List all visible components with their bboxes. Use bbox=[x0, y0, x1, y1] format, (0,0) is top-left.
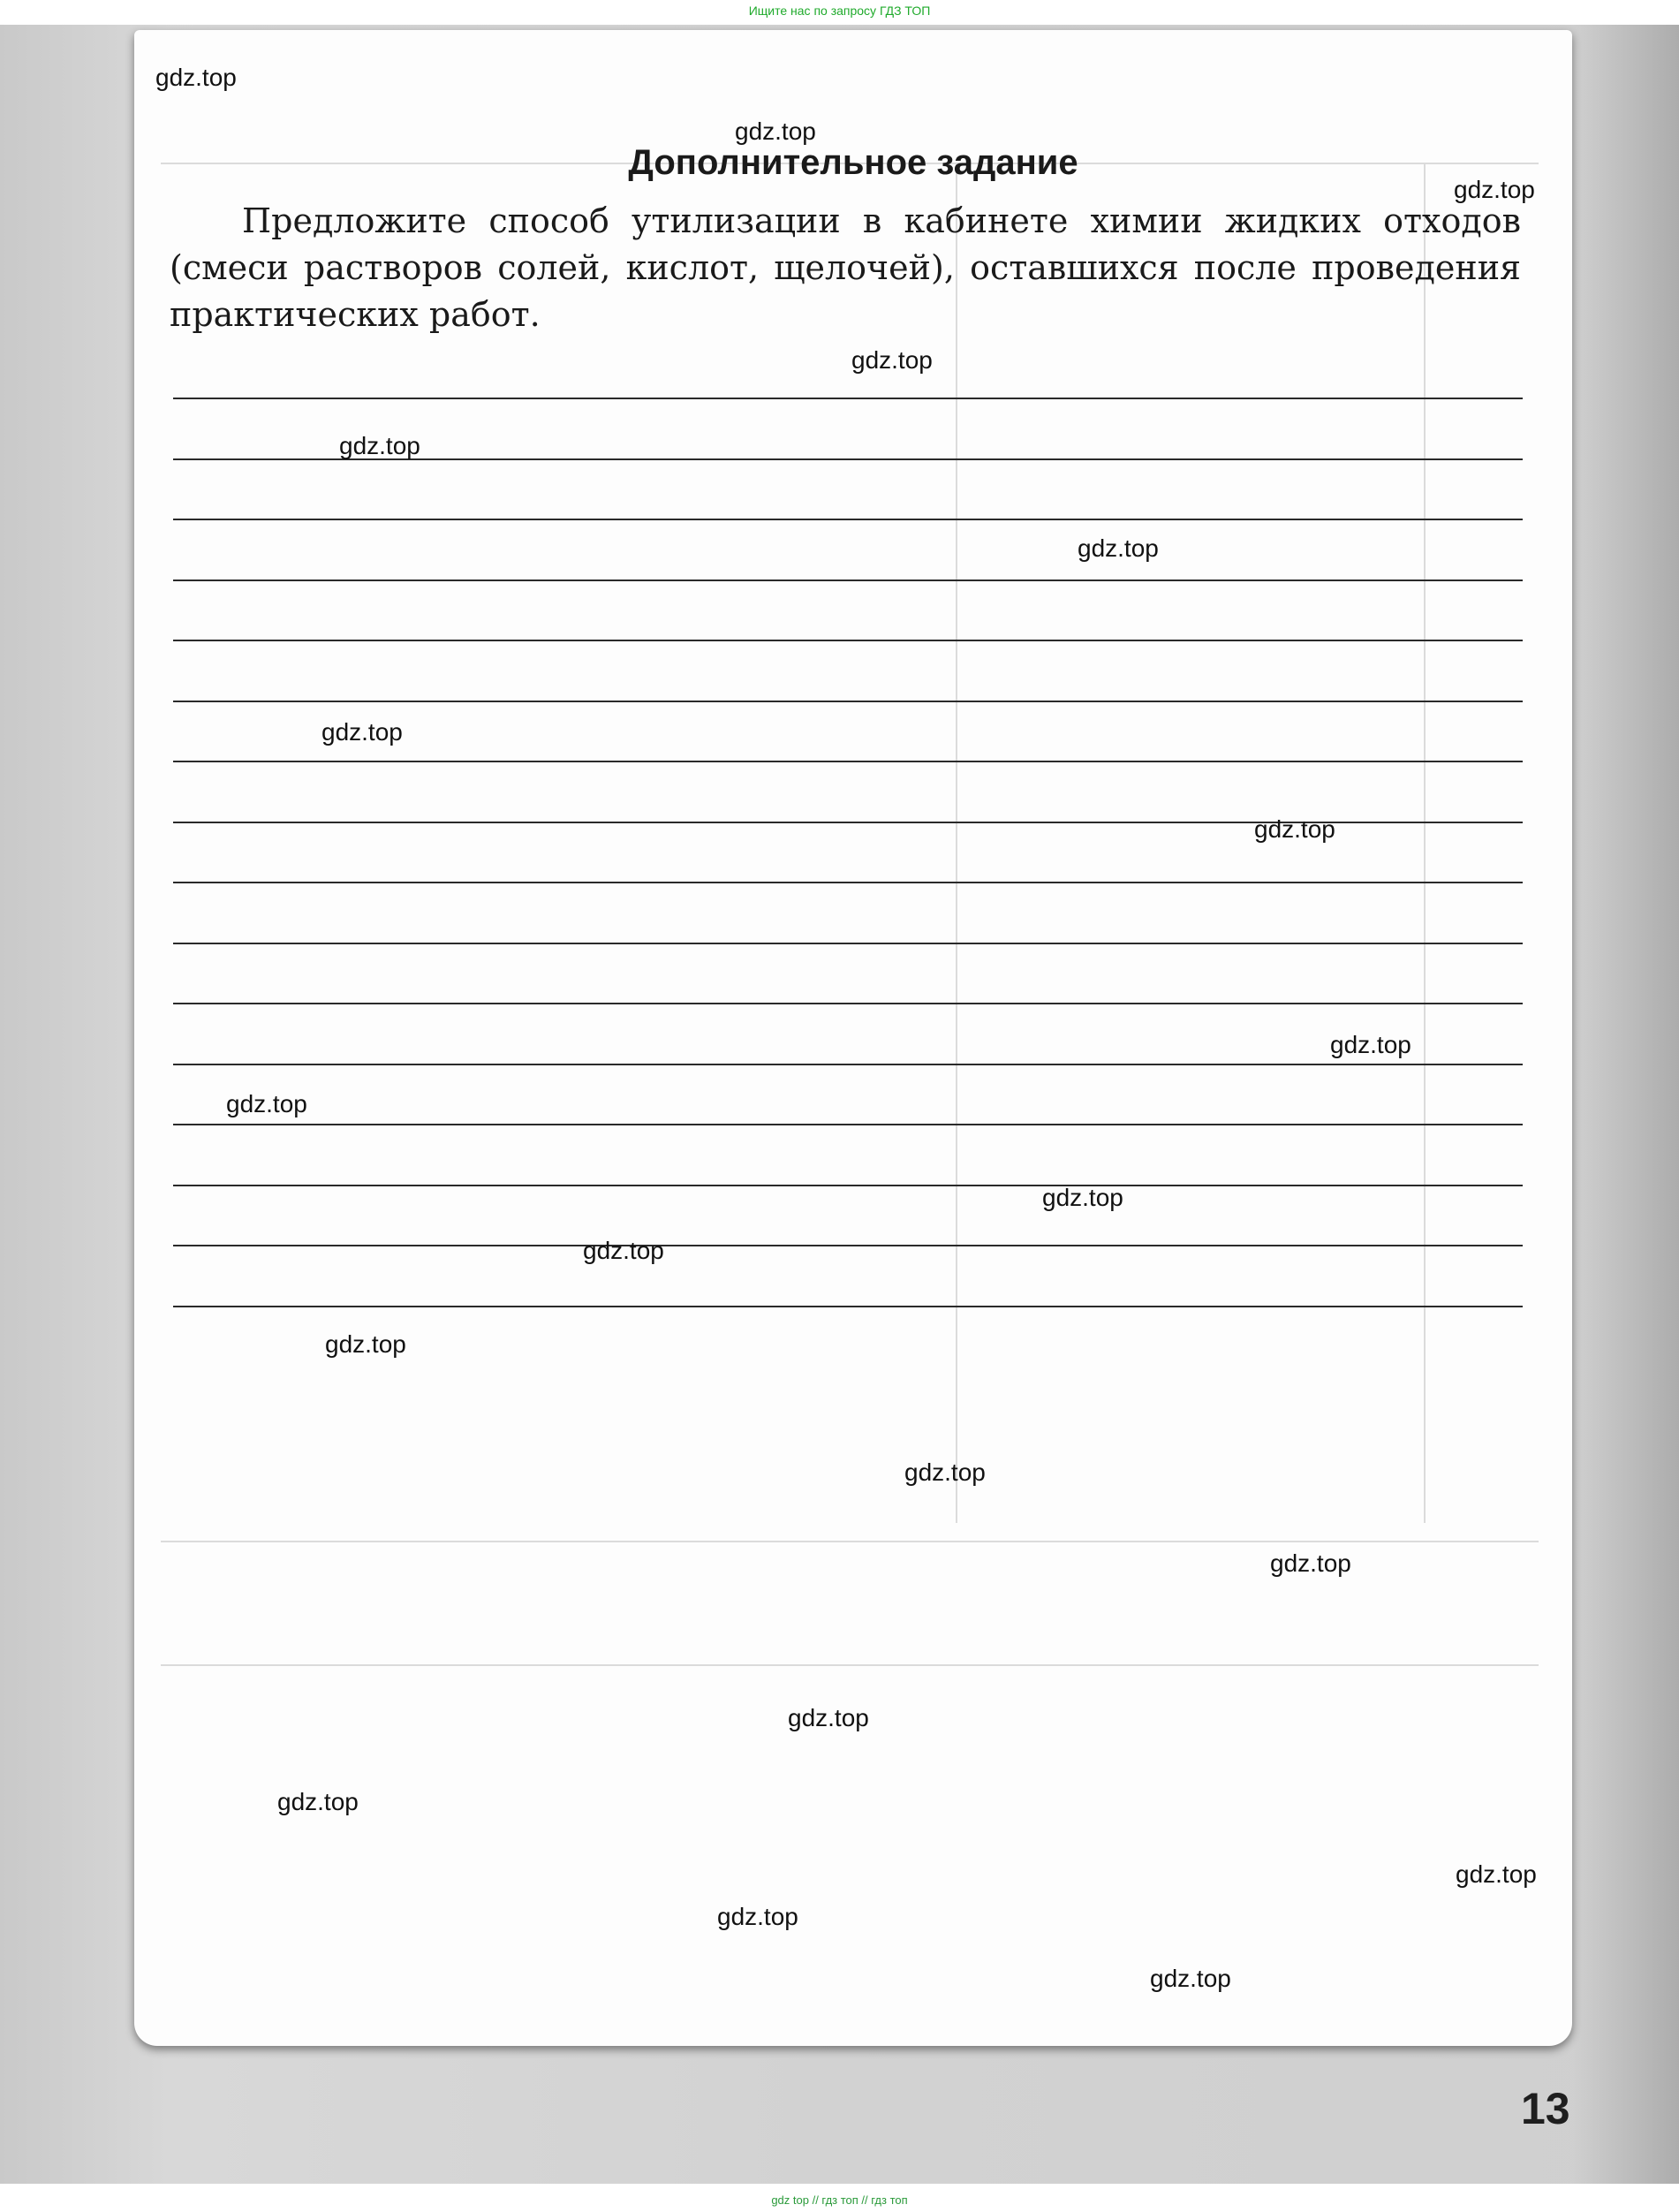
answer-line[interactable] bbox=[173, 1185, 1523, 1186]
watermark: gdz.top bbox=[851, 346, 933, 374]
answer-line[interactable] bbox=[173, 882, 1523, 883]
watermark: gdz.top bbox=[1330, 1031, 1411, 1058]
watermark: gdz.top bbox=[717, 1903, 798, 1930]
answer-line[interactable] bbox=[173, 943, 1523, 944]
answer-line[interactable] bbox=[173, 519, 1523, 520]
watermark: gdz.top bbox=[226, 1090, 307, 1117]
top-banner: Ищите нас по запросу ГДЗ ТОП bbox=[748, 4, 931, 18]
watermark: gdz.top bbox=[1270, 1549, 1351, 1577]
watermark: gdz.top bbox=[155, 64, 237, 91]
section-heading: Дополнительное задание bbox=[628, 143, 1078, 182]
watermark: gdz.top bbox=[735, 117, 816, 145]
answer-line[interactable] bbox=[173, 580, 1523, 581]
watermark: gdz.top bbox=[1254, 815, 1335, 843]
answer-line[interactable] bbox=[173, 1003, 1523, 1004]
scan-background bbox=[0, 25, 1679, 2184]
answer-line[interactable] bbox=[173, 761, 1523, 762]
task-text: Предложите способ утилизации в кабинете химии жидких отходов (смеси растворов солей, кислот, щелочей), оставшихся после проведения практических работ. bbox=[170, 201, 1521, 334]
watermark: gdz.top bbox=[339, 432, 420, 459]
workbook-page bbox=[134, 30, 1572, 2046]
watermark: gdz.top bbox=[1078, 534, 1159, 562]
watermark: gdz.top bbox=[1042, 1184, 1123, 1211]
answer-line[interactable] bbox=[173, 1124, 1523, 1125]
bottom-banner: gdz top // гдз топ // гдз топ bbox=[771, 2193, 908, 2207]
watermark: gdz.top bbox=[1454, 176, 1535, 203]
page-number: 13 bbox=[1521, 2084, 1570, 2133]
scan-edge-shadow bbox=[1573, 25, 1679, 2184]
bleed-through-table bbox=[161, 163, 1539, 1841]
watermark: gdz.top bbox=[788, 1704, 869, 1731]
watermark: gdz.top bbox=[321, 718, 403, 746]
watermark: gdz.top bbox=[325, 1330, 406, 1358]
answer-line[interactable] bbox=[173, 1245, 1523, 1246]
answer-line[interactable] bbox=[173, 640, 1523, 641]
answer-line[interactable] bbox=[173, 398, 1523, 399]
watermark: gdz.top bbox=[904, 1458, 986, 1486]
answer-line[interactable] bbox=[173, 1306, 1523, 1307]
watermark: gdz.top bbox=[277, 1788, 359, 1815]
answer-line[interactable] bbox=[173, 701, 1523, 702]
watermark: gdz.top bbox=[583, 1237, 664, 1264]
answer-line[interactable] bbox=[173, 1064, 1523, 1065]
watermark: gdz.top bbox=[1150, 1965, 1231, 1992]
watermark: gdz.top bbox=[1456, 1860, 1537, 1888]
